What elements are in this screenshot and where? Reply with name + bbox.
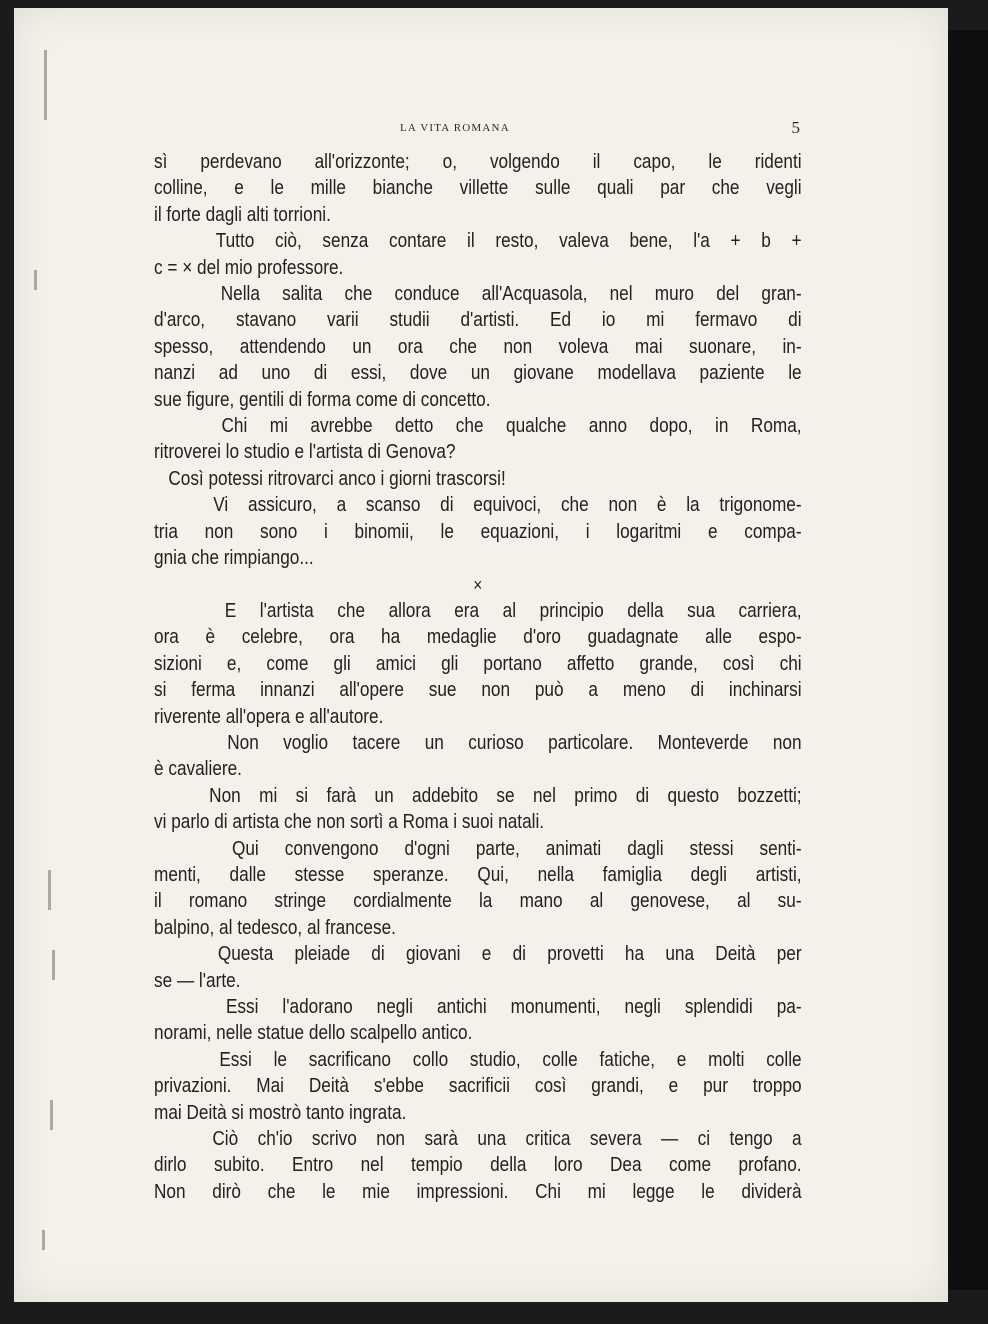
page-header [150, 118, 800, 140]
text-line: vi parlo di artista che non sortì a Roma i suoi natali. [154, 811, 545, 834]
running-title: LA VITA ROMANA [400, 122, 510, 134]
text-line: privazioni. Mai Deità s'ebbe sacrificii così grandi, e pur troppo [154, 1075, 802, 1098]
text-line: tria non sono i binomii, le equazioni, i logaritmi e compa- [154, 520, 802, 543]
text-line: Non mi si farà un addebito se nel primo di questo bozzetti; [154, 784, 802, 807]
text-line: se — l'arte. [154, 969, 241, 992]
text-line: nanzi ad uno di essi, dove un giovane modellava paziente le [154, 362, 802, 385]
text-line: Non voglio tacere un curioso particolare. Monteverde non [154, 731, 802, 754]
text-line: Così potessi ritrovarci anco i giorni trascorsi! [154, 467, 506, 490]
text-line: Non dirò che le mie impressioni. Chi mi legge le dividerà [154, 1180, 802, 1203]
text-line: E l'artista che allora era al principio della sua carriera, [154, 599, 802, 622]
text-line: il romano stringe cordialmente la mano al genovese, al su- [154, 890, 802, 913]
text-line: colline, e le mille bianche villette sulle quali par che vegli [154, 177, 802, 200]
text-line: Vi assicuro, a scanso di equivoci, che non è la trigonome- [154, 494, 802, 517]
text-line: dirlo subito. Entro nel tempio della loro Dea come profano. [154, 1154, 802, 1177]
text-line: menti, dalle stesse speranze. Qui, nella famiglia degli artisti, [154, 863, 802, 886]
text-line: Tutto ciò, senza contare il resto, valeva bene, l'a + b + [154, 230, 802, 253]
text-line: Essi l'adorano negli antichi monumenti, negli splendidi pa- [154, 996, 802, 1018]
text-line: riverente all'opera e all'autore. [154, 705, 384, 728]
text-line: Chi mi avrebbe detto che qualche anno dopo, in Roma, [154, 415, 802, 438]
text-line: balpino, al tedesco, al francese. [154, 916, 396, 939]
text-line: Qui convengono d'ogni parte, animati dagli stessi senti- [154, 837, 802, 860]
text-line: ritroverei lo studio e l'artista di Genova? [154, 441, 456, 464]
binding-margin-marks [30, 40, 70, 1290]
text-line: è cavaliere. [154, 758, 242, 781]
text-line: Essi le sacrificano collo studio, colle fatiche, e molti colle [154, 1048, 802, 1071]
text-line: il forte dagli alti torrioni. [154, 203, 331, 226]
text-line: ora è celebre, ora ha medaglie d'oro guadagnate alle espo- [154, 626, 802, 649]
body-text [154, 149, 802, 1203]
text-line: mai Deità si mostrò tanto ingrata. [154, 1101, 407, 1124]
text-line: gnia che rimpiango... [154, 547, 314, 570]
text-line: sizioni e, come gli amici gli portano affetto grande, così chi [154, 652, 802, 675]
text-line: Ciò ch'io scrivo non sarà una critica severa — ci tengo a [154, 1128, 802, 1151]
text-line: sue figure, gentili di forma come di concetto. [154, 388, 491, 411]
text-line: si ferma innanzi all'opere sue non può a meno di inchinarsi [154, 679, 802, 702]
text-line: Nella salita che conduce all'Acquasola, nel muro del gran- [154, 283, 802, 306]
text-line: c = × del mio professore. [154, 256, 344, 279]
section-separator: × [473, 574, 483, 595]
text-line: sì perdevano all'orizzonte; o, volgendo il capo, le ridenti [154, 151, 802, 173]
text-line: norami, nelle statue dello scalpello antico. [154, 1022, 473, 1045]
dark-scan-edge [946, 30, 988, 1290]
text-line: d'arco, stavano varii studii d'artisti. Ed io mi fermavo di [154, 309, 802, 332]
text-line: spesso, attendendo un ora che non voleva mai suonare, in- [154, 335, 802, 358]
page-number: 5 [791, 118, 800, 137]
text-line: Questa pleiade di giovani e di provetti ha una Deità per [154, 943, 802, 966]
